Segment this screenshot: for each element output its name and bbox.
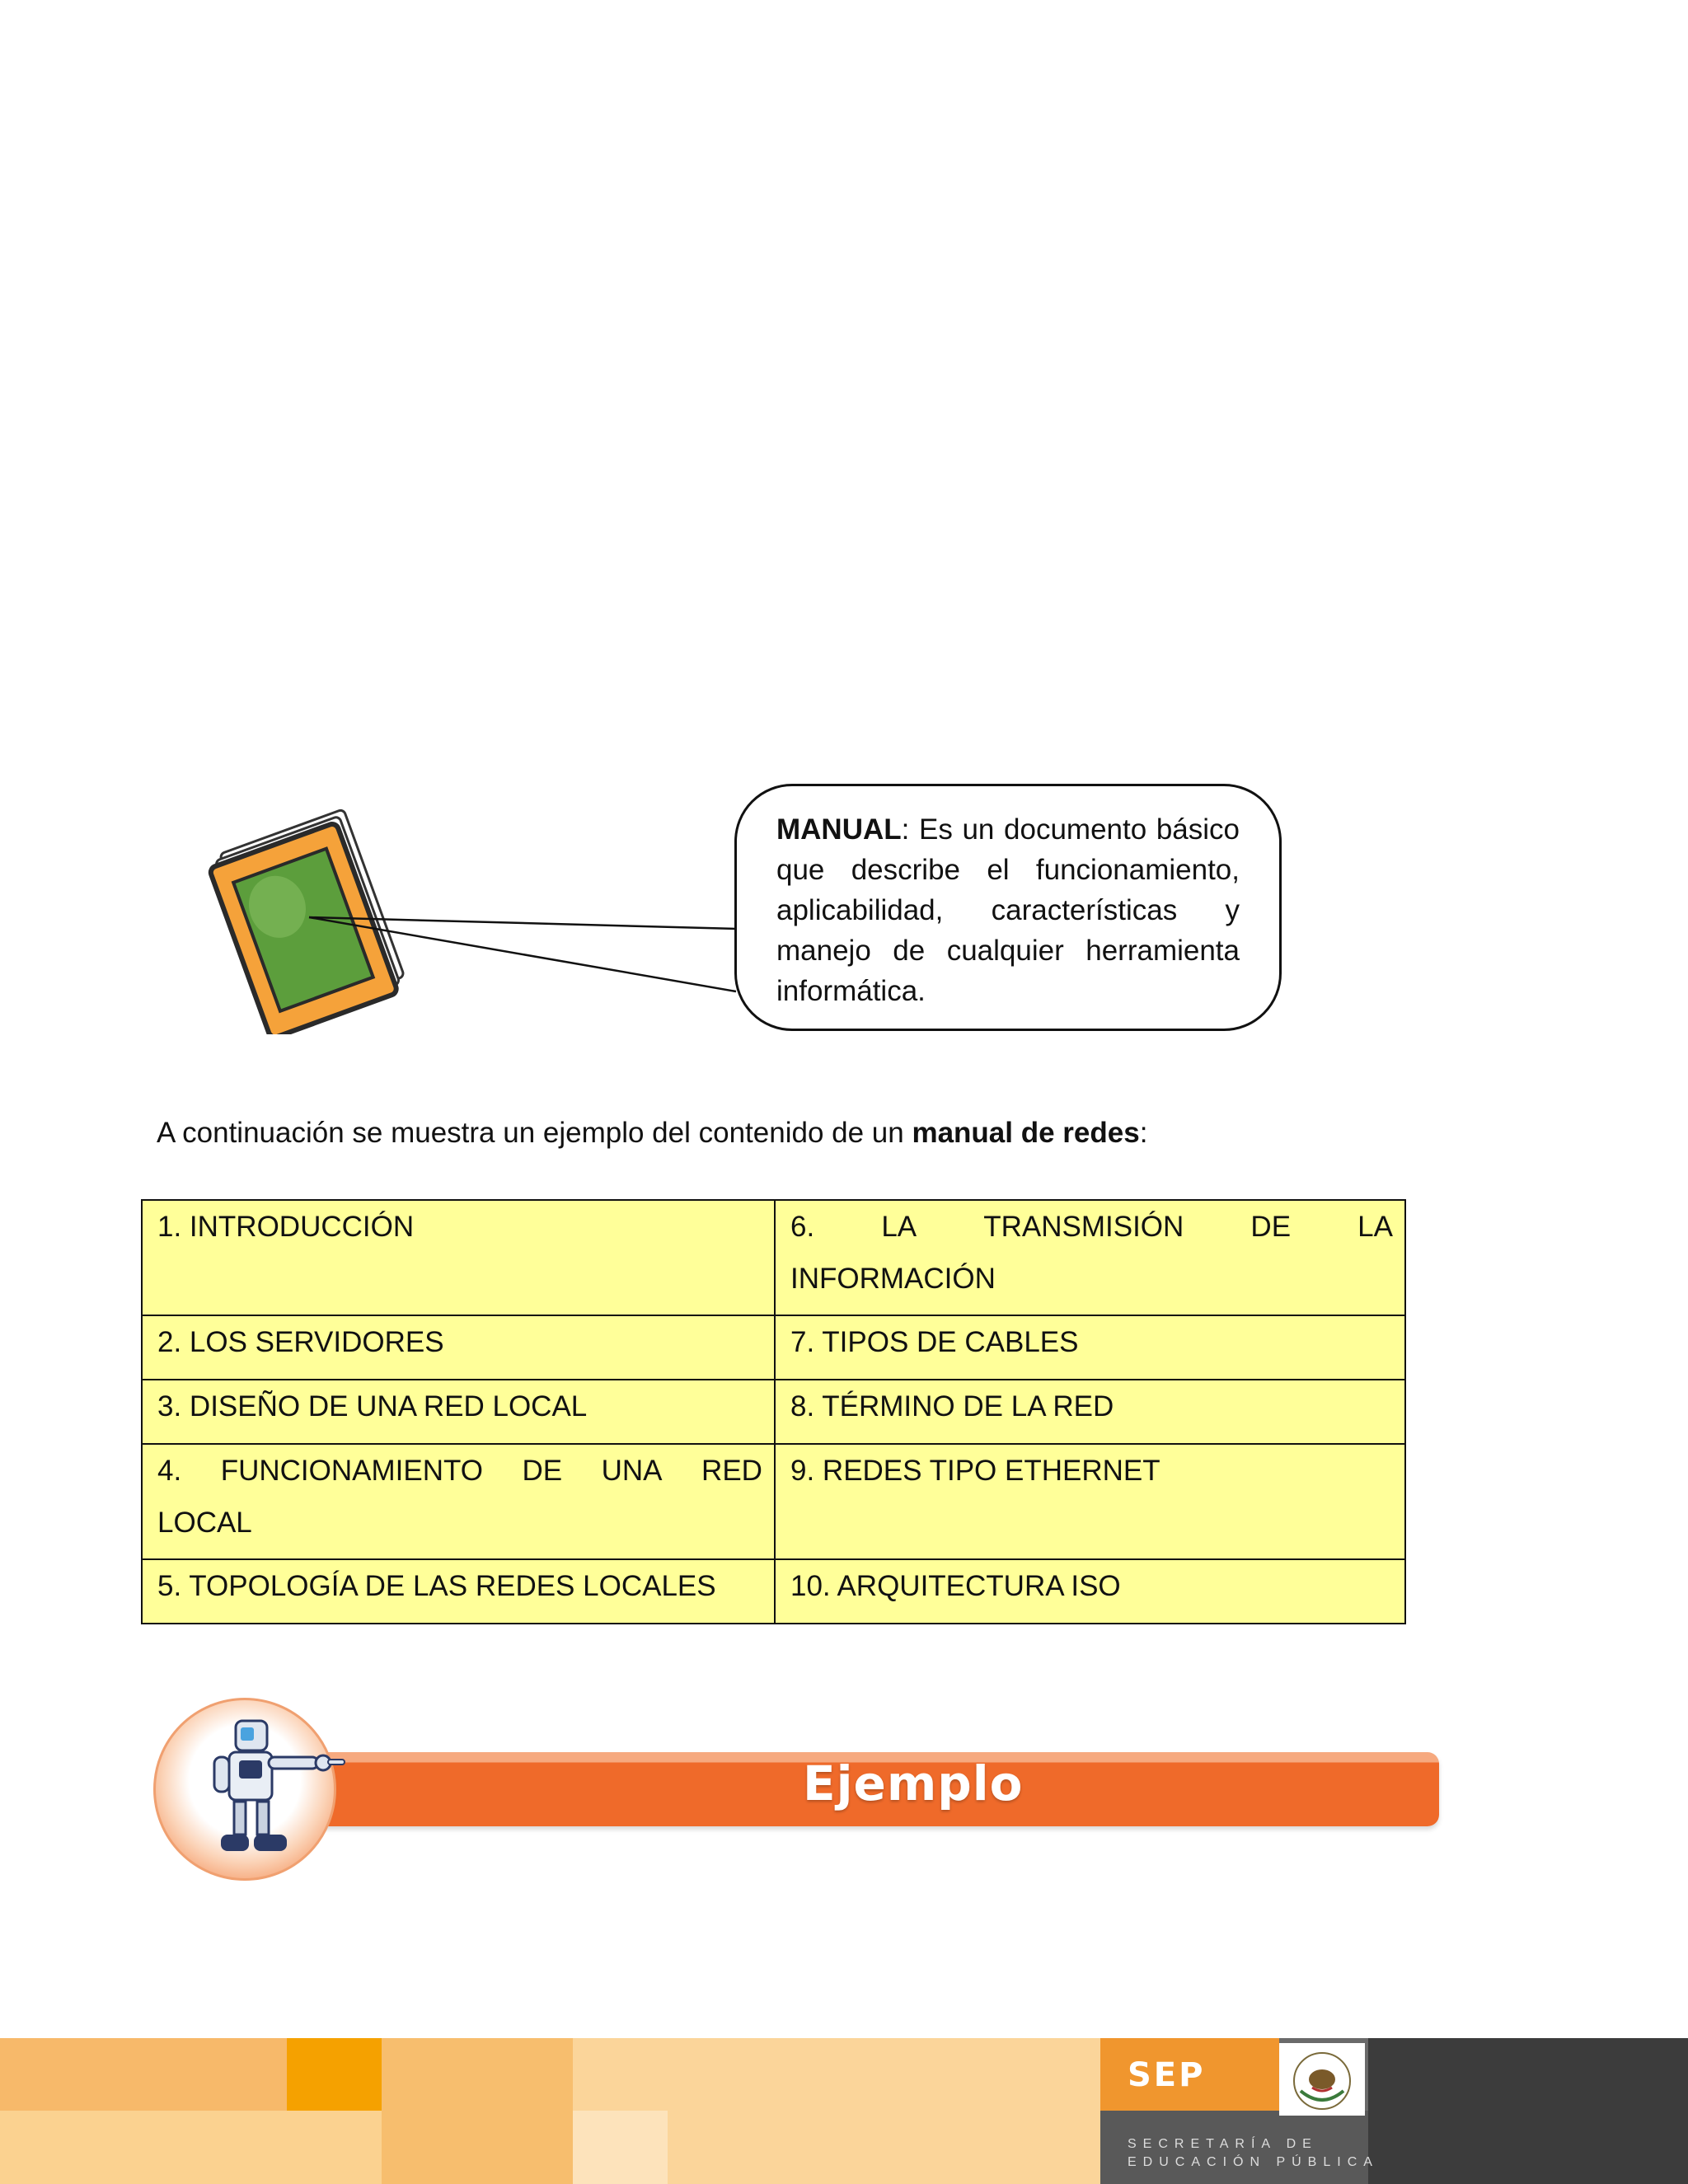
- word: TRANSMISIÓN: [983, 1211, 1184, 1243]
- justified-line: [157, 1445, 762, 1497]
- table-row: [142, 1200, 1405, 1315]
- mexico-seal-icon: [1279, 2043, 1365, 2116]
- line-2: INFORMACIÓN: [790, 1263, 996, 1295]
- word: LA: [1357, 1211, 1393, 1243]
- word: FUNCIONAMIENTO: [220, 1455, 483, 1487]
- table-cell: 1. INTRODUCCIÓN: [142, 1200, 775, 1315]
- word: LA: [881, 1211, 917, 1243]
- table-cell: 5. TOPOLOGÍA DE LAS REDES LOCALES: [142, 1559, 775, 1624]
- word: DE: [522, 1455, 563, 1487]
- intro-paragraph: [157, 1113, 1147, 1153]
- table-cell: [142, 1444, 775, 1559]
- sep-name-line-2: EDUCACIÓN PÚBLICA: [1128, 2155, 1379, 2169]
- definition-text: [776, 809, 1240, 1011]
- table-cell: [775, 1200, 1405, 1315]
- footer: [0, 2038, 1688, 2184]
- sep-logo: SEP: [1128, 2056, 1206, 2094]
- table-cell: 8. TÉRMINO DE LA RED: [775, 1380, 1405, 1444]
- table-row: [142, 1559, 1405, 1624]
- word: UNA: [601, 1455, 663, 1487]
- table-row: [142, 1444, 1405, 1559]
- robot-mascot-icon: [186, 1706, 359, 1879]
- justified-line: [790, 1201, 1393, 1253]
- banner-title: Ejemplo: [803, 1755, 1024, 1811]
- word: RED: [701, 1455, 762, 1487]
- table-cell: 9. REDES TIPO ETHERNET: [775, 1444, 1405, 1559]
- word: 4.: [157, 1455, 182, 1487]
- intro-bold: manual de redes: [912, 1117, 1140, 1149]
- ejemplo-banner: [153, 1698, 1447, 1887]
- definition-callout: [734, 784, 1282, 1031]
- contents-table: [141, 1199, 1406, 1624]
- book-icon: [204, 804, 419, 1034]
- intro-suffix: :: [1139, 1117, 1148, 1149]
- line-2: LOCAL: [157, 1507, 252, 1539]
- table-cell: 3. DISEÑO DE UNA RED LOCAL: [142, 1380, 775, 1444]
- table-cell: 2. LOS SERVIDORES: [142, 1315, 775, 1380]
- table-cell: 10. ARQUITECTURA ISO: [775, 1559, 1405, 1624]
- sep-name-line-1: SECRETARÍA DE: [1128, 2137, 1318, 2151]
- table-row: [142, 1315, 1405, 1380]
- definition-term: MANUAL: [776, 813, 902, 846]
- definition-body: : Es un documento básico que describe el funcionamiento, aplicabilidad, características y manejo de cualquier herramienta informática.: [776, 813, 1240, 1007]
- word: 6.: [790, 1211, 815, 1243]
- table-row: [142, 1380, 1405, 1444]
- word: DE: [1250, 1211, 1292, 1243]
- intro-prefix: A continuación se muestra un ejemplo del contenido de un: [157, 1117, 912, 1149]
- table-cell: 7. TIPOS DE CABLES: [775, 1315, 1405, 1380]
